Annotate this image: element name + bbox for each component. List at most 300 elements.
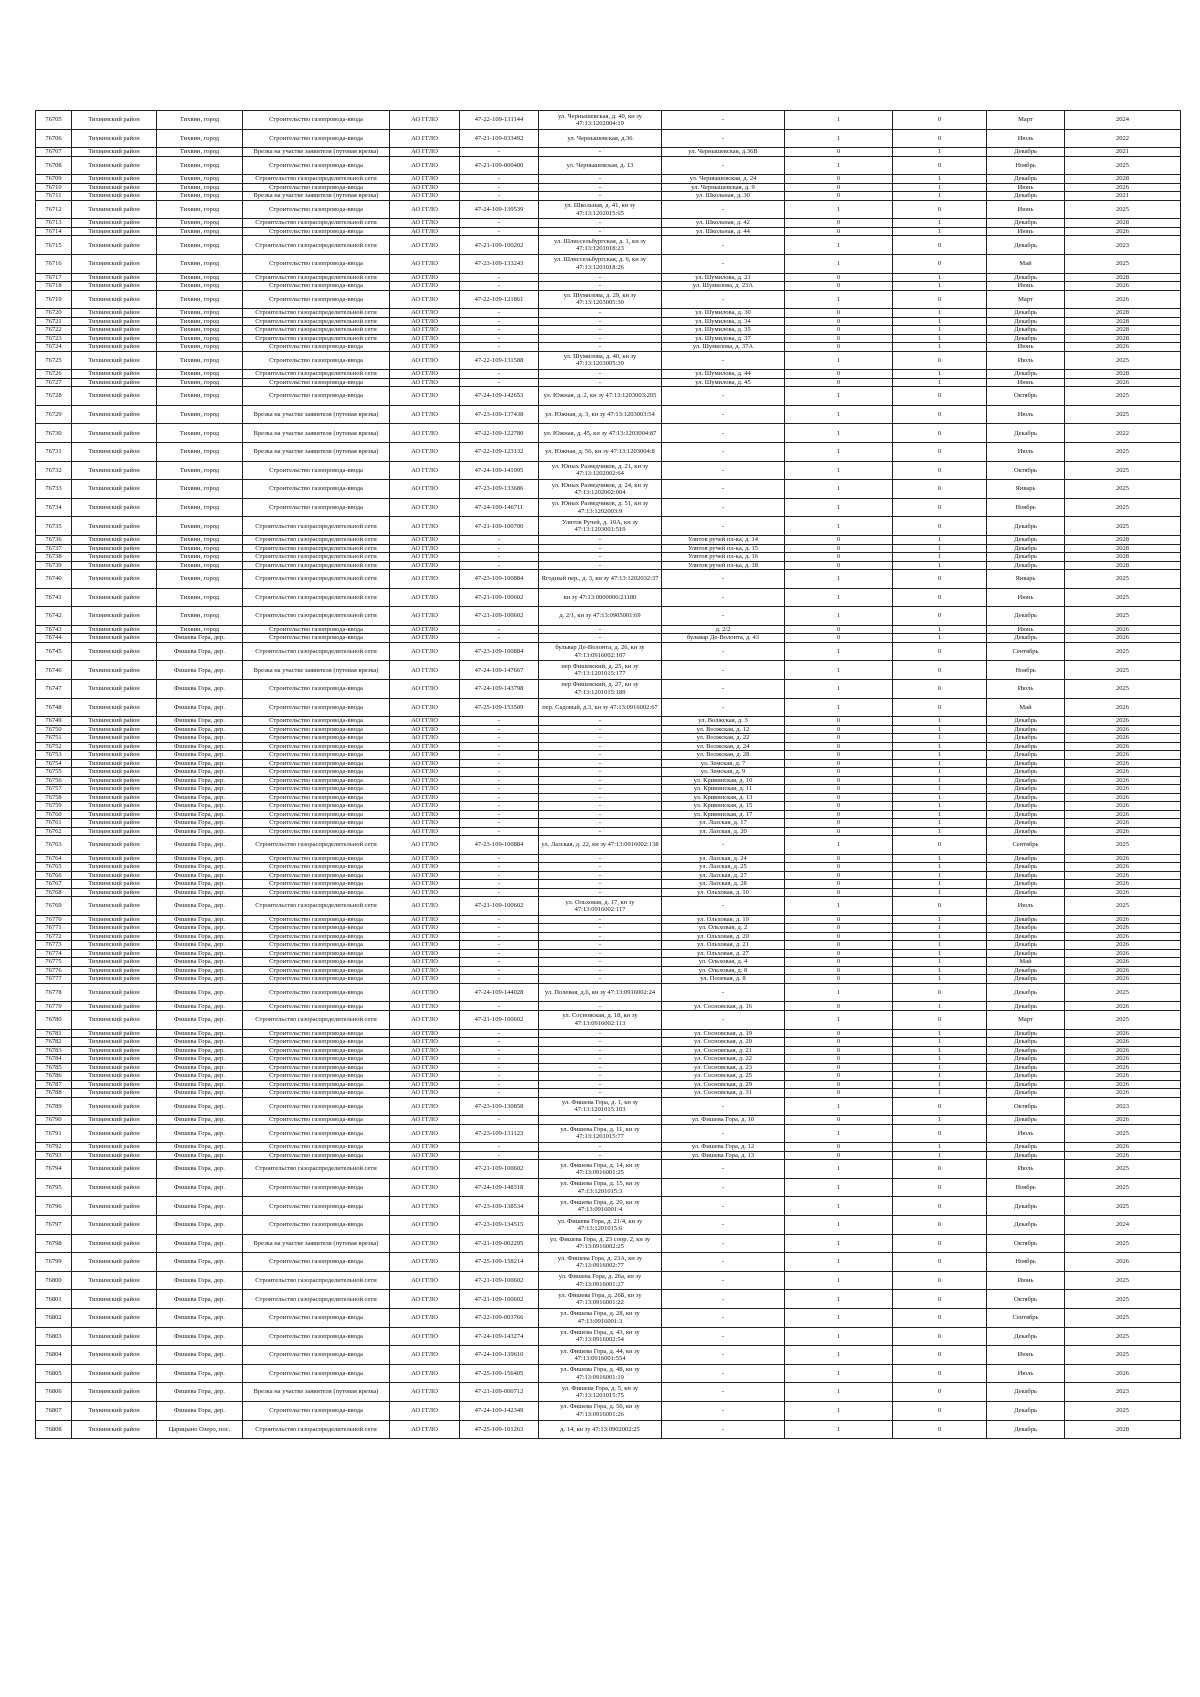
locality-cell: Тихвин, город [157,387,243,406]
application-number-cell: - [460,273,539,282]
district-cell: Тихвинский район [72,793,157,802]
application-number-cell: 47-21-109-100602 [460,897,539,916]
row-number-cell: 76773 [36,941,72,950]
address-cell: ул. Полевая, д. 8 [662,975,785,984]
year-cell: 2025 [1065,607,1181,626]
table-row [36,751,1181,760]
organization-cell: АО ГГЛО [390,854,460,863]
month-cell: Декабрь [987,888,1065,897]
locality-cell: Тихвин, город [157,236,243,255]
organization-cell: АО ГГЛО [390,819,460,828]
month-cell: Сентябрь [987,836,1065,855]
flag-a-cell: 1 [785,1420,893,1439]
work-type-cell: Строительство газопровода-ввода [243,958,390,967]
month-cell: Декабрь [987,725,1065,734]
row-number-cell: 76772 [36,932,72,941]
locality-cell: Фишева Гора, дер. [157,1197,243,1216]
row-number-cell: 76755 [36,768,72,777]
locality-cell: Фишева Гора, дер. [157,759,243,768]
address-cell: ул. Сосновская, д. 22 [662,1055,785,1064]
locality-cell: Фишева Гора, дер. [157,768,243,777]
application-number-cell: - [460,183,539,192]
district-cell: Тихвинский район [72,111,157,130]
year-cell: 2026 [1065,282,1181,291]
locality-cell: Тихвин, город [157,517,243,536]
organization-cell: АО ГГЛО [390,932,460,941]
flag-a-cell: 1 [785,661,893,680]
organization-cell: АО ГГЛО [390,634,460,643]
district-cell: Тихвинский район [72,254,157,273]
work-type-cell: Строительство газопровода-ввода [243,1055,390,1064]
application-number-cell: 47-23-109-131123 [460,1124,539,1143]
work-type-cell: Строительство газораспределительной сети [243,370,390,379]
district-cell: Тихвинский район [72,334,157,343]
district-cell: Тихвинский район [72,679,157,698]
application-number-cell: - [460,317,539,326]
locality-cell: Фишева Гора, дер. [157,802,243,811]
year-cell: 2025 [1065,1234,1181,1253]
flag-a-cell: 0 [785,334,893,343]
organization-cell: АО ГГЛО [390,975,460,984]
district-cell: Тихвинский район [72,836,157,855]
work-type-cell: Строительство газопровода-ввода [243,698,390,717]
flag-b-cell: 1 [893,734,987,743]
flag-a-cell: 1 [785,1097,893,1116]
application-number-cell: - [460,924,539,933]
month-cell: Ноябрь [987,1178,1065,1197]
table-row [36,1002,1181,1011]
organization-cell: АО ГГЛО [390,1308,460,1327]
address-cell: - [662,1290,785,1309]
locality-cell: Тихвин, город [157,317,243,326]
district-cell: Тихвинский район [72,1124,157,1143]
flag-b-cell: 0 [893,1253,987,1272]
organization-cell: АО ГГЛО [390,1383,460,1402]
flag-a-cell: 1 [785,387,893,406]
flag-b-cell: 1 [893,958,987,967]
organization-cell: АО ГГЛО [390,810,460,819]
application-number-cell: - [460,863,539,872]
row-number-cell: 76713 [36,219,72,228]
flag-a-cell: 1 [785,588,893,607]
month-cell: Декабрь [987,734,1065,743]
table-row [36,1046,1181,1055]
year-cell: 2026 [1065,1143,1181,1152]
district-cell: Тихвинский район [72,1383,157,1402]
application-number-cell: - [460,1038,539,1047]
flag-b-cell: 1 [893,802,987,811]
flag-a-cell: 0 [785,871,893,880]
organization-cell: АО ГГЛО [390,156,460,175]
flag-b-cell: 0 [893,570,987,589]
year-cell: 2026 [1065,734,1181,743]
locality-cell: Тихвин, город [157,553,243,562]
organization-cell: АО ГГЛО [390,227,460,236]
flag-a-cell: 0 [785,880,893,889]
table-row [36,768,1181,777]
address-cadastral-cell: ул. Фишева Гора, д. 43, кн зу 47:13:0916002:54 [539,1327,662,1346]
address-cadastral-cell: - [539,1143,662,1152]
address-cell: - [662,1327,785,1346]
locality-cell: Фишева Гора, дер. [157,1383,243,1402]
address-cadastral-cell: ул. Чернышевская, д.36 [539,129,662,148]
month-cell: Июнь [987,1346,1065,1365]
work-type-cell: Врезка на участке заявителя (путевая врезка) [243,405,390,424]
organization-cell: АО ГГЛО [390,334,460,343]
month-cell: Декабрь [987,1080,1065,1089]
locality-cell: Фишева Гора, дер. [157,793,243,802]
flag-b-cell: 1 [893,273,987,282]
address-cadastral-cell: - [539,282,662,291]
month-cell: Декабрь [987,1089,1065,1098]
district-cell: Тихвинский район [72,897,157,916]
application-number-cell: 47-21-109-100602 [460,1160,539,1179]
locality-cell: Фишева Гора, дер. [157,785,243,794]
flag-a-cell: 1 [785,290,893,309]
address-cell: - [662,1364,785,1383]
row-number-cell: 76769 [36,897,72,916]
address-cadastral-cell: - [539,192,662,201]
locality-cell: Фишева Гора, дер. [157,1178,243,1197]
address-cadastral-cell: д. 2/1, кн зу 47:13:0905001:69 [539,607,662,626]
locality-cell: Тихвин, город [157,200,243,219]
district-cell: Тихвинский район [72,1080,157,1089]
month-cell: Июнь [987,183,1065,192]
flag-a-cell: 1 [785,254,893,273]
table-row [36,111,1181,130]
address-cadastral-cell: - [539,1116,662,1125]
year-cell: 2025 [1065,570,1181,589]
organization-cell: АО ГГЛО [390,1080,460,1089]
table-row [36,880,1181,889]
application-number-cell: 47-25-109-156405 [460,1364,539,1383]
address-cadastral-cell: - [539,725,662,734]
row-number-cell: 76758 [36,793,72,802]
work-type-cell: Строительство газопровода-ввода [243,1178,390,1197]
district-cell: Тихвинский район [72,642,157,661]
flag-b-cell: 1 [893,1002,987,1011]
year-cell: 2025 [1065,461,1181,480]
month-cell: Декабрь [987,932,1065,941]
year-cell: 2028 [1065,553,1181,562]
flag-a-cell: 1 [785,200,893,219]
month-cell: Май [987,958,1065,967]
year-cell: 2025 [1065,351,1181,370]
table-row [36,1197,1181,1216]
work-type-cell: Строительство газопровода-ввода [243,1124,390,1143]
flag-b-cell: 1 [893,544,987,553]
row-number-cell: 76800 [36,1271,72,1290]
work-type-cell: Строительство газопровода-ввода [243,634,390,643]
flag-b-cell: 1 [893,227,987,236]
year-cell: 2025 [1065,498,1181,517]
table-row [36,810,1181,819]
application-number-cell: - [460,742,539,751]
address-cell: ул. Сосновская, д. 19 [662,1029,785,1038]
address-cell: ул. Волжская, д. 12 [662,725,785,734]
flag-a-cell: 1 [785,1346,893,1365]
flag-a-cell: 1 [785,1124,893,1143]
year-cell: 2026 [1065,915,1181,924]
row-number-cell: 76786 [36,1072,72,1081]
month-cell: Июнь [987,200,1065,219]
application-number-cell: 47-21-109-100602 [460,588,539,607]
address-cadastral-cell: - [539,854,662,863]
organization-cell: АО ГГЛО [390,785,460,794]
address-cadastral-cell: - [539,975,662,984]
flag-a-cell: 0 [785,810,893,819]
district-cell: Тихвинский район [72,625,157,634]
work-type-cell: Строительство газопровода-ввода [243,854,390,863]
organization-cell: АО ГГЛО [390,802,460,811]
address-cadastral-cell: - [539,536,662,545]
flag-b-cell: 0 [893,836,987,855]
organization-cell: АО ГГЛО [390,698,460,717]
flag-a-cell: 0 [785,776,893,785]
address-cell: - [662,588,785,607]
row-number-cell: 76744 [36,634,72,643]
district-cell: Тихвинский район [72,570,157,589]
district-cell: Тихвинский район [72,1038,157,1047]
address-cadastral-cell: пер. Садовый, д.3, кн зу 47:13:0916002:67 [539,698,662,717]
work-type-cell: Строительство газопровода-ввода [243,949,390,958]
row-number-cell: 76746 [36,661,72,680]
table-row [36,1080,1181,1089]
address-cell: ул. Фишева Гора, д. 10 [662,1116,785,1125]
organization-cell: АО ГГЛО [390,378,460,387]
district-cell: Тихвинский район [72,351,157,370]
row-number-cell: 76792 [36,1143,72,1152]
organization-cell: АО ГГЛО [390,734,460,743]
flag-b-cell: 1 [893,634,987,643]
application-number-cell: - [460,378,539,387]
row-number-cell: 76718 [36,282,72,291]
flag-b-cell: 1 [893,924,987,933]
district-cell: Тихвинский район [72,802,157,811]
work-type-cell: Строительство газопровода-ввода [243,1401,390,1420]
flag-b-cell: 0 [893,1308,987,1327]
application-number-cell: 47-24-109-139610 [460,1346,539,1365]
table-row [36,1383,1181,1402]
flag-a-cell: 0 [785,958,893,967]
row-number-cell: 76797 [36,1216,72,1235]
address-cadastral-cell: ул. Фишева Гора, д. 23А, кн зу 47:13:0916002:77 [539,1253,662,1272]
organization-cell: АО ГГЛО [390,129,460,148]
table-row [36,871,1181,880]
flag-b-cell: 1 [893,343,987,352]
address-cadastral-cell: - [539,1055,662,1064]
flag-b-cell: 0 [893,897,987,916]
work-type-cell: Строительство газопровода-ввода [243,1151,390,1160]
year-cell: 2026 [1065,827,1181,836]
application-number-cell: - [460,734,539,743]
address-cell: Улитов ручей пл-ка, д. 16 [662,553,785,562]
table-row [36,236,1181,255]
locality-cell: Фишева Гора, дер. [157,958,243,967]
year-cell: 2025 [1065,1178,1181,1197]
locality-cell: Тихвин, город [157,282,243,291]
row-number-cell: 76796 [36,1197,72,1216]
table-row [36,129,1181,148]
flag-a-cell: 0 [785,309,893,318]
table-row [36,1124,1181,1143]
month-cell: Ноябрь [987,498,1065,517]
month-cell: Июль [987,897,1065,916]
year-cell: 2025 [1065,1197,1181,1216]
address-cell: ул. Ольховая, д. 20 [662,932,785,941]
address-cadastral-cell: - [539,1089,662,1098]
month-cell: Июль [987,129,1065,148]
locality-cell: Тихвин, город [157,309,243,318]
table-row [36,317,1181,326]
flag-a-cell: 1 [785,461,893,480]
month-cell: Декабрь [987,863,1065,872]
organization-cell: АО ГГЛО [390,517,460,536]
application-number-cell: 47-23-109-100884 [460,836,539,855]
application-number-cell: - [460,785,539,794]
address-cadastral-cell: ул. Лазская, д. 22, кн зу 47:13:0916002:138 [539,836,662,855]
work-type-cell: Строительство газораспределительной сети [243,1290,390,1309]
address-cadastral-cell: - [539,1029,662,1038]
year-cell: 2026 [1065,1055,1181,1064]
address-cadastral-cell: - [539,148,662,157]
work-type-cell: Строительство газопровода-ввода [243,975,390,984]
year-cell: 2028 [1065,219,1181,228]
month-cell: Сентябрь [987,642,1065,661]
organization-cell: АО ГГЛО [390,1290,460,1309]
month-cell: Декабрь [987,759,1065,768]
work-type-cell: Строительство газораспределительной сети [243,561,390,570]
table-row [36,424,1181,443]
year-cell: 2021 [1065,148,1181,157]
year-cell: 2025 [1065,679,1181,698]
row-number-cell: 76798 [36,1234,72,1253]
organization-cell: АО ГГЛО [390,351,460,370]
locality-cell: Фишева Гора, дер. [157,975,243,984]
year-cell: 2026 [1065,1029,1181,1038]
work-type-cell: Строительство газопровода-ввода [243,983,390,1002]
address-cadastral-cell: - [539,742,662,751]
district-cell: Тихвинский район [72,975,157,984]
address-cell: - [662,570,785,589]
year-cell: 2026 [1065,634,1181,643]
work-type-cell: Строительство газопровода-ввода [243,200,390,219]
address-cadastral-cell: ул. Сосновская, д. 18, кн зу 47:13:0916002:113 [539,1010,662,1029]
locality-cell: Фишева Гора, дер. [157,1055,243,1064]
month-cell: Декабрь [987,793,1065,802]
organization-cell: АО ГГЛО [390,498,460,517]
district-cell: Тихвинский район [72,227,157,236]
month-cell: Июнь [987,343,1065,352]
flag-a-cell: 0 [785,282,893,291]
table-row [36,1234,1181,1253]
address-cell: ул. Волжская, д. 22 [662,734,785,743]
month-cell: Декабрь [987,941,1065,950]
row-number-cell: 76766 [36,871,72,880]
flag-a-cell: 0 [785,1143,893,1152]
locality-cell: Фишева Гора, дер. [157,1160,243,1179]
locality-cell: Фишева Гора, дер. [157,679,243,698]
locality-cell: Фишева Гора, дер. [157,1308,243,1327]
flag-a-cell: 1 [785,405,893,424]
address-cadastral-cell: - [539,802,662,811]
organization-cell: АО ГГЛО [390,1063,460,1072]
organization-cell: АО ГГЛО [390,1364,460,1383]
table-row [36,343,1181,352]
table-row [36,1038,1181,1047]
district-cell: Тихвинский район [72,1346,157,1365]
organization-cell: АО ГГЛО [390,915,460,924]
work-type-cell: Строительство газопровода-ввода [243,1327,390,1346]
year-cell: 2023 [1065,1383,1181,1402]
application-number-cell: - [460,759,539,768]
organization-cell: АО ГГЛО [390,570,460,589]
address-cadastral-cell: - [539,768,662,777]
locality-cell: Фишева Гора, дер. [157,1116,243,1125]
district-cell: Тихвинский район [72,734,157,743]
flag-b-cell: 1 [893,854,987,863]
year-cell: 2026 [1065,725,1181,734]
table-row [36,561,1181,570]
table-row [36,1271,1181,1290]
flag-a-cell: 0 [785,273,893,282]
month-cell: Июнь [987,227,1065,236]
address-cell: - [662,1383,785,1402]
application-number-cell: - [460,219,539,228]
month-cell: Октябрь [987,461,1065,480]
district-cell: Тихвинский район [72,1271,157,1290]
organization-cell: АО ГГЛО [390,1116,460,1125]
address-cell: ул. Сосновская, д. 31 [662,1089,785,1098]
address-cell: ул. Шумилова, д. 37 [662,334,785,343]
address-cell: ул. Шумилова, д. 44 [662,370,785,379]
address-cadastral-cell: - [539,219,662,228]
address-cell: ул. Лазская, д. 27 [662,871,785,880]
work-type-cell: Строительство газораспределительной сети [243,536,390,545]
organization-cell: АО ГГЛО [390,941,460,950]
address-cell: ул. Ольховая, д. 10 [662,888,785,897]
application-number-cell: - [460,1143,539,1152]
year-cell: 2028 [1065,317,1181,326]
year-cell: 2025 [1065,1327,1181,1346]
row-number-cell: 76732 [36,461,72,480]
address-cadastral-cell: - [539,717,662,726]
address-cadastral-cell: - [539,326,662,335]
address-cell: - [662,1124,785,1143]
address-cadastral-cell: - [539,871,662,880]
application-number-cell: 47-24-109-148318 [460,1178,539,1197]
table-row [36,1116,1181,1125]
organization-cell: АО ГГЛО [390,1234,460,1253]
work-type-cell: Строительство газораспределительной сети [243,1160,390,1179]
address-cell: - [662,129,785,148]
organization-cell: АО ГГЛО [390,1124,460,1143]
address-cell: - [662,1216,785,1235]
flag-b-cell: 0 [893,200,987,219]
application-number-cell: - [460,1151,539,1160]
address-cadastral-cell: пер Фишевский, д. 25, кн зу 47:13:1201015:177 [539,661,662,680]
address-cell: ул. Волжская, д. 24 [662,742,785,751]
flag-b-cell: 1 [893,1055,987,1064]
flag-a-cell: 1 [785,1308,893,1327]
work-type-cell: Строительство газораспределительной сети [243,334,390,343]
application-number-cell: 47-23-109-100884 [460,642,539,661]
district-cell: Тихвинский район [72,1055,157,1064]
table-row [36,1072,1181,1081]
work-type-cell: Строительство газопровода-ввода [243,863,390,872]
year-cell: 2026 [1065,924,1181,933]
work-type-cell: Строительство газопровода-ввода [243,759,390,768]
